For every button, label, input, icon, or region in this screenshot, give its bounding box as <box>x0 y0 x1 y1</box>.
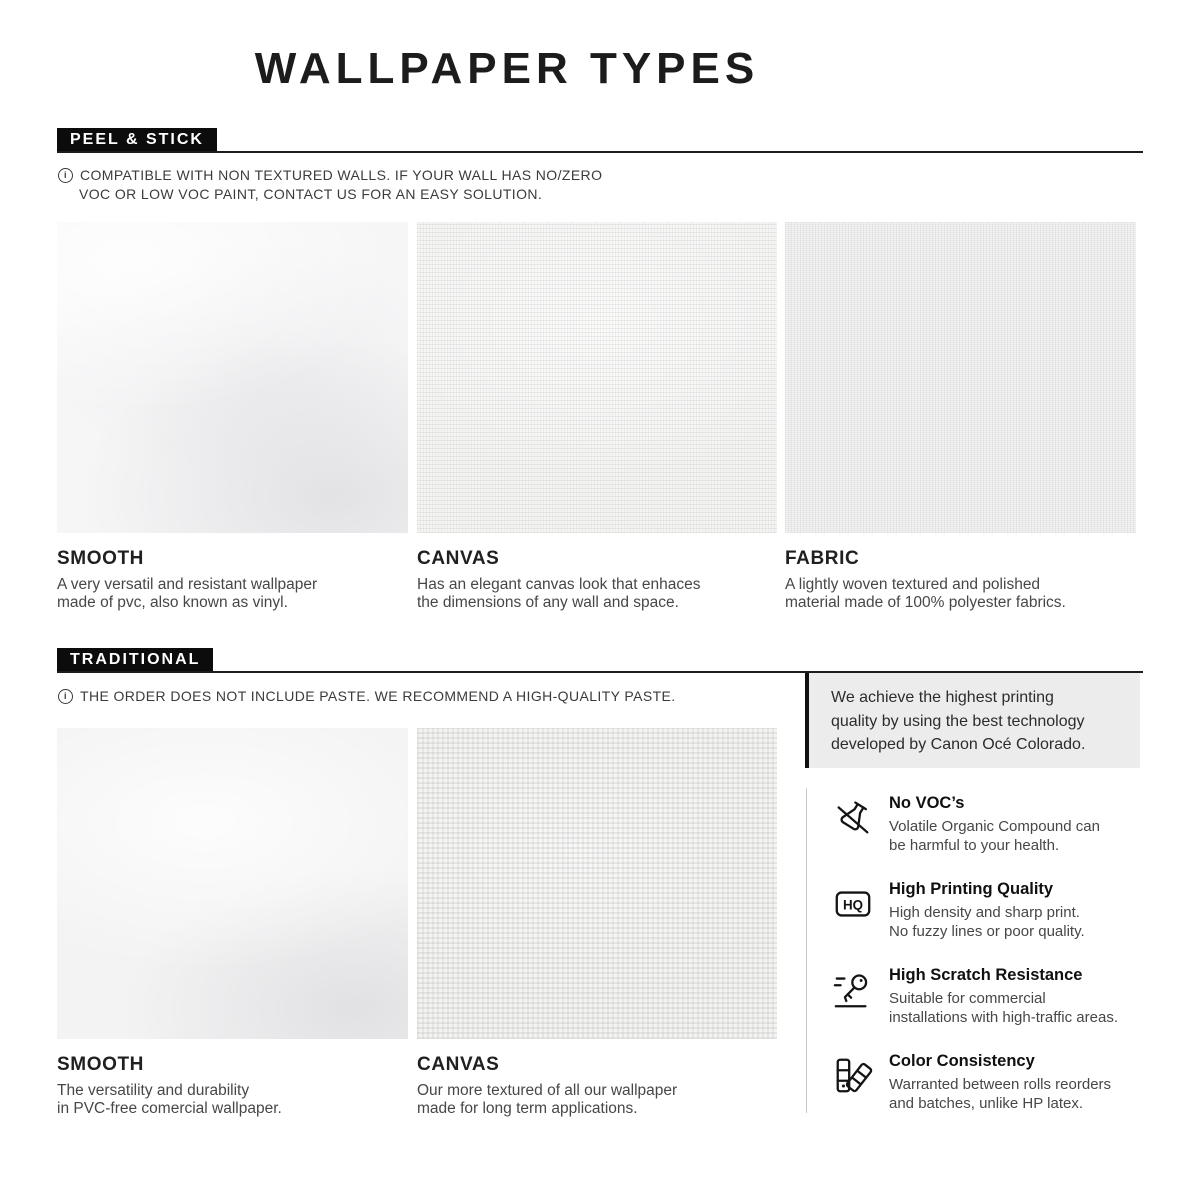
feature-color-consistency <box>832 1052 1142 1113</box>
note-line: VOC OR LOW VOC PAINT, CONTACT US FOR AN EASY SOLUTION. <box>79 186 543 202</box>
feature-desc-line: and batches, unlike HP latex. <box>889 1094 1084 1112</box>
section-badge-traditional: TRADITIONAL <box>57 648 213 673</box>
swatch-desc-line: in PVC-free comercial wallpaper. <box>57 1100 282 1117</box>
swatch-name: SMOOTH <box>57 548 144 569</box>
feature-desc-line: Suitable for commercial <box>889 990 1046 1007</box>
printing-quality-quote <box>805 673 1140 768</box>
smooth-texture-image <box>57 222 408 533</box>
swatch-desc-line: A very versatil and resistant wallpaper <box>57 576 318 593</box>
quote-line: quality by using the best technology <box>831 712 1085 730</box>
peel-stick-note <box>58 166 602 204</box>
swatch-card-fabric <box>785 222 1136 612</box>
swatch-desc-line: made of pvc, also known as vinyl. <box>57 594 288 611</box>
traditional-note <box>58 687 676 706</box>
swatch-desc-line: A lightly woven textured and polished <box>785 576 1041 593</box>
key-scratch-icon <box>832 969 874 1011</box>
quote-line: developed by Canon Océ Colorado. <box>831 736 1086 753</box>
swatch-card-smooth <box>57 222 408 612</box>
features-divider-line <box>806 788 807 1113</box>
feature-no-vocs <box>832 794 1142 855</box>
svg-text:HQ: HQ <box>842 897 864 913</box>
canvas-texture-image <box>417 728 777 1039</box>
swatch-card-smooth-traditional <box>57 728 408 1118</box>
swatch-desc-line: Has an elegant canvas look that enhaces <box>417 576 701 593</box>
page-title: WALLPAPER TYPES <box>254 44 760 93</box>
feature-desc-line: High density and sharp print. <box>889 904 1080 921</box>
feature-desc-line: be harmful to your health. <box>889 836 1060 854</box>
feature-desc-line: installations with high-traffic areas. <box>889 1008 1118 1026</box>
swatch-desc-line: The versatility and durability <box>57 1082 250 1099</box>
swatch-desc-line: material made of 100% polyester fabrics. <box>785 594 1066 611</box>
no-voc-flask-icon <box>832 797 874 839</box>
swatch-card-canvas <box>417 222 777 612</box>
feature-high-printing-quality <box>832 880 1142 941</box>
hq-badge-icon <box>832 883 874 925</box>
feature-title: High Scratch Resistance <box>889 966 1083 984</box>
feature-title: High Printing Quality <box>889 880 1054 898</box>
swatch-name: SMOOTH <box>57 1054 144 1075</box>
swatch-name: FABRIC <box>785 548 860 569</box>
quote-line: We achieve the highest printing <box>831 689 1054 706</box>
smooth-texture-image <box>57 728 408 1039</box>
section-divider <box>57 151 1143 153</box>
color-swatches-icon <box>832 1055 874 1097</box>
info-icon: i <box>58 168 73 183</box>
feature-desc-line: Warranted between rolls reorders <box>889 1076 1112 1093</box>
section-badge-peel-stick: PEEL & STICK <box>57 128 217 153</box>
swatch-name: CANVAS <box>417 548 500 569</box>
feature-desc-line: No fuzzy lines or poor quality. <box>889 922 1085 940</box>
feature-high-scratch-resistance <box>832 966 1142 1027</box>
swatch-desc-line: Our more textured of all our wallpaper <box>417 1082 678 1099</box>
swatch-card-canvas-traditional <box>417 728 777 1118</box>
canvas-texture-image <box>417 222 777 533</box>
swatch-desc-line: made for long term applications. <box>417 1100 638 1117</box>
swatch-desc-line: the dimensions of any wall and space. <box>417 594 679 611</box>
feature-title: No VOC’s <box>889 794 965 812</box>
feature-title: Color Consistency <box>889 1052 1035 1070</box>
swatch-name: CANVAS <box>417 1054 500 1075</box>
note-line: COMPATIBLE WITH NON TEXTURED WALLS. IF YOUR WALL HAS NO/ZERO <box>80 167 603 183</box>
feature-desc-line: Volatile Organic Compound can <box>889 818 1100 835</box>
info-icon: i <box>58 689 73 704</box>
fabric-texture-image <box>785 222 1136 533</box>
note-line: THE ORDER DOES NOT INCLUDE PASTE. WE RECOMMEND A HIGH-QUALITY PASTE. <box>80 688 676 704</box>
